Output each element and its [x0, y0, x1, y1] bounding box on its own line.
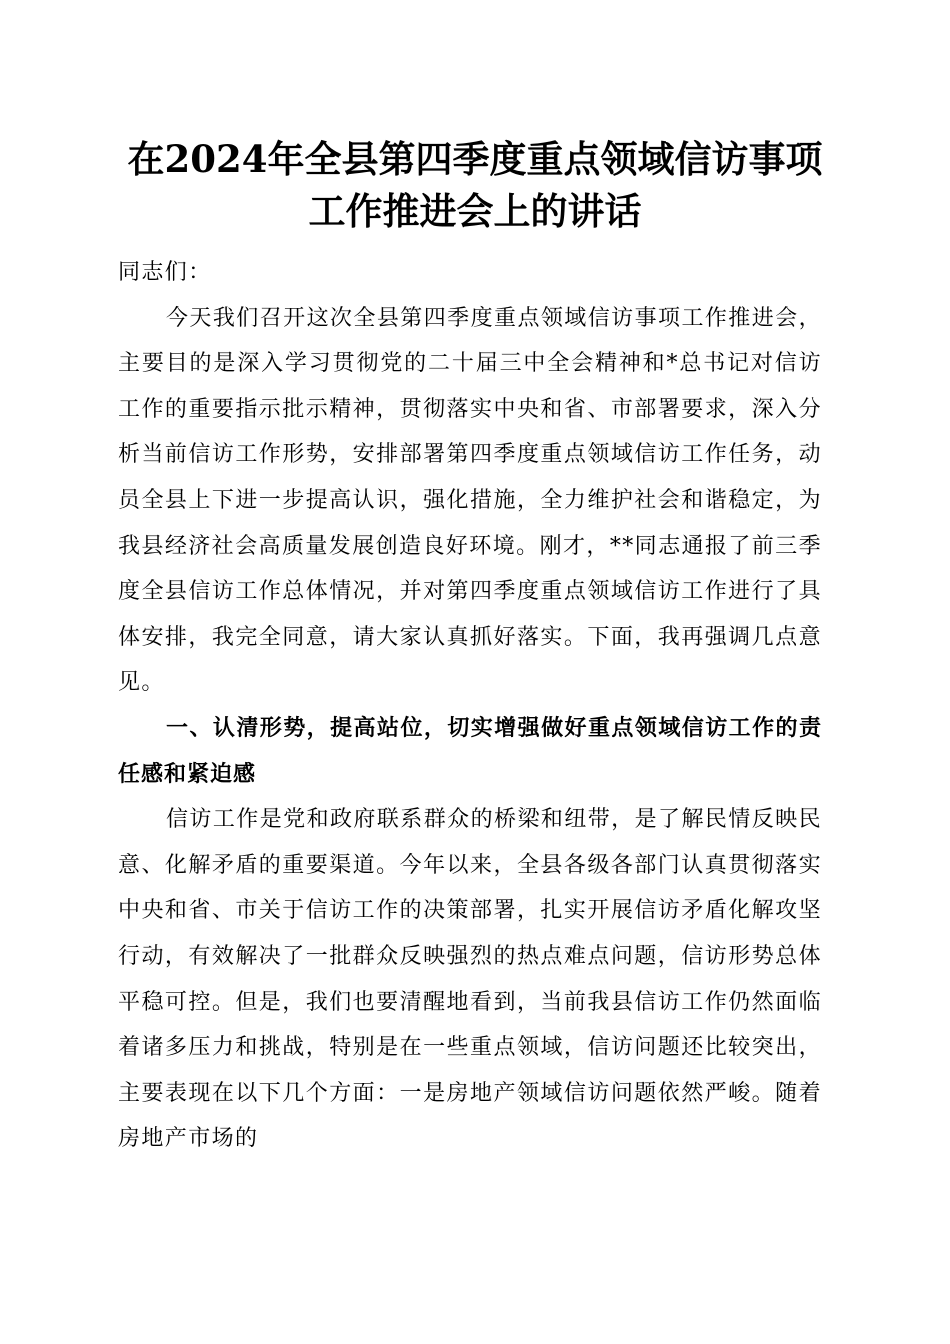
document-body [118, 250, 822, 1162]
paragraph-section-1: 信访工作是党和政府联系群众的桥梁和纽带，是了解民情反映民意、化解矛盾的重要渠道。今年以来，全县各级各部门认真贯彻落实中央和省、市关于信访工作的决策部署，扎实开展信访矛盾化解攻坚行动，有效解决了一批群众反映强烈的热点难点问题，信访形势总体平稳可控。但是，我们也要清醒地看到，当前我县信访工作仍然面临着诸多压力和挑战，特别是在一些重点领域，信访问题还比较突出，主要表现在以下几个方面：一是房地产领域信访问题依然严峻。随着房地产市场的 [118, 807, 822, 1152]
salutation: 同志们： [118, 260, 212, 285]
section-heading-1: 一、认清形势，提高站位，切实增强做好重点领域信访工作的责任感和紧迫感 [118, 715, 822, 787]
paragraph-intro: 今天我们召开这次全县第四季度重点领域信访事项工作推进会，主要目的是深入学习贯彻党的二十届三中全会精神和*总书记对信访工作的重要指示批示精神，贯彻落实中央和省、市部署要求，深入分析当前信访工作形势，安排部署第四季度重点领域信访工作任务，动员全县上下进一步提高认识，强化措施，全力维护社会和谐稳定，为我县经济社会高质量发展创造良好环境。刚才，**同志通报了前三季度全县信访工作总体情况，并对第四季度重点领域信访工作进行了具体安排，我完全同意，请大家认真抓好落实。下面，我再强调几点意见。 [118, 305, 822, 696]
document-title: 在2024年全县第四季度重点领域信访事项工作推进会上的讲话 [127, 137, 823, 233]
